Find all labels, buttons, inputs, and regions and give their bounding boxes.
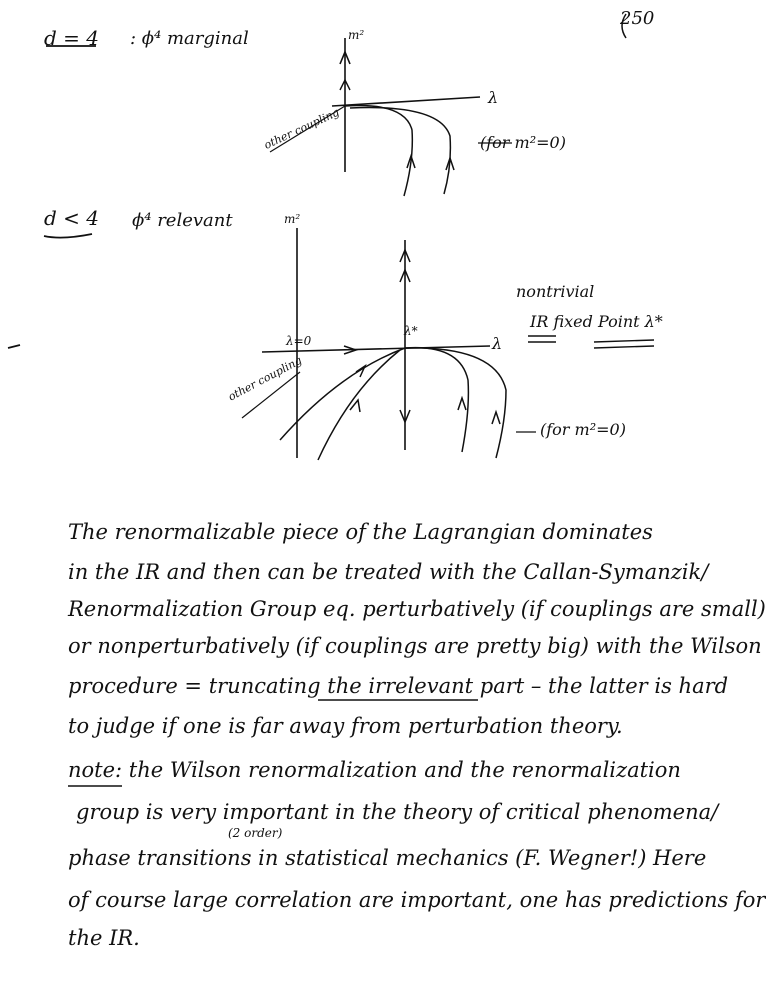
- text-line-8: group is very important in the theory of critical phenomena/: [76, 800, 719, 824]
- section2-description: ϕ⁴ relevant: [132, 210, 233, 231]
- section2-origin-label: λ=0: [286, 334, 312, 348]
- section2-other-coupling: other coupling: [226, 353, 305, 404]
- section2-axis-y: m²: [284, 212, 301, 226]
- section2-annotation-line2: IR fixed Point λ*: [530, 312, 663, 331]
- page-number: 250: [620, 8, 655, 29]
- text-line-7: note: the Wilson renormalization and the renormalization: [68, 758, 681, 782]
- text-line-9: phase transitions in statistical mechanics (F. Wegner!) Here: [68, 846, 707, 870]
- section2-condition: d < 4: [44, 206, 99, 230]
- text-line-3: Renormalization Group eq. perturbatively (if couplings are small): [68, 597, 766, 621]
- text-line-6: to judge if one is far away from perturbation theory.: [68, 714, 623, 738]
- text-line-1: The renormalizable piece of the Lagrangian dominates: [68, 520, 653, 544]
- section2-axis-x: λ: [492, 334, 503, 353]
- text-line-10: of course large correlation are important, one has predictions for: [68, 888, 766, 912]
- text-line-11: the IR.: [68, 926, 140, 950]
- section1-axis-y: m²: [348, 28, 365, 42]
- section2-note: (for m²=0): [540, 420, 626, 439]
- text-line-5: procedure = truncating the irrelevant part – the latter is hard: [68, 674, 729, 698]
- section1-axis-x: λ: [488, 88, 499, 107]
- section2-fixed-point-label: λ*: [404, 324, 418, 338]
- text-line-4: or nonperturbatively (if couplings are pretty big) with the Wilson: [68, 634, 762, 658]
- text-insert-above: (2 order): [228, 826, 283, 840]
- section2-annotation-line1: nontrivial: [516, 282, 595, 301]
- section1-condition: d = 4: [44, 26, 99, 50]
- section1-note: (for m²=0): [480, 133, 566, 152]
- section1-other-coupling: other coupling: [262, 105, 342, 152]
- text-line-2: in the IR and then can be treated with the Callan-Symanzik/: [68, 560, 709, 584]
- section1-description: : ϕ⁴ marginal: [130, 28, 249, 49]
